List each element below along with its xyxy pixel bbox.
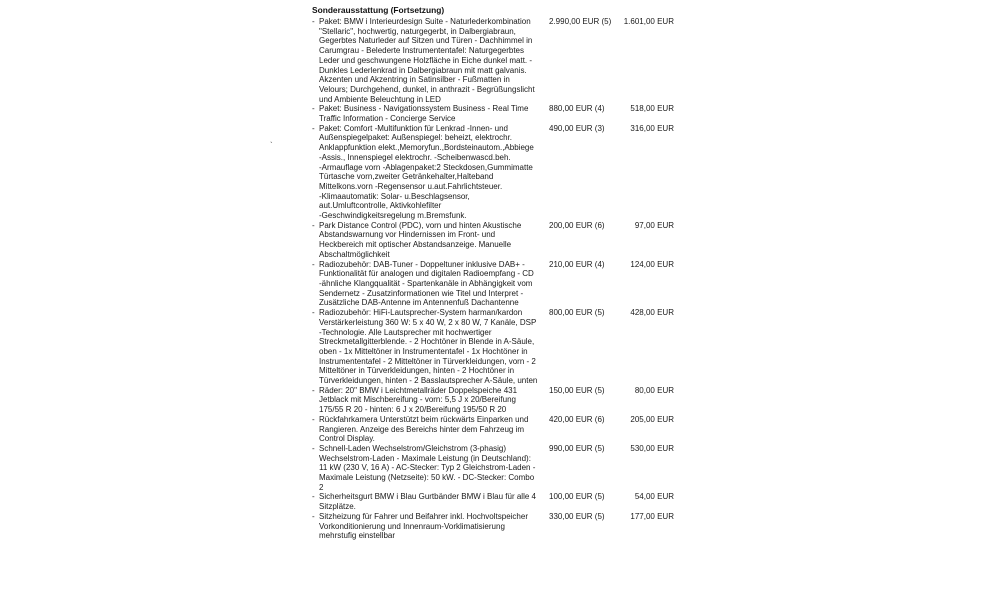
stray-mark: `	[270, 141, 273, 150]
equipment-row-interieurdesign	[312, 17, 682, 104]
row-bullet: -	[312, 511, 315, 521]
row-price: 100,00 EUR (5)	[549, 492, 605, 502]
row-bullet: -	[312, 220, 315, 230]
row-bullet: -	[312, 308, 315, 318]
row-price: 150,00 EUR (5)	[549, 385, 605, 395]
row-net-price: 518,00 EUR	[630, 104, 674, 114]
section-heading: Sonderausstattung (Fortsetzung)	[312, 5, 445, 15]
row-price: 880,00 EUR (4)	[549, 104, 605, 114]
row-bullet: -	[312, 414, 315, 424]
row-net-price: 177,00 EUR	[630, 511, 674, 521]
row-description: Radiozubehör: DAB-Tuner - Doppeltuner inklusive DAB+ - Funktionalität für analogen und digitalen Radioempfang - CD -ähnliche Klangqualität - Spartenkanäle in Abhängigkeit vom Sendernetz - Zusatzinformationen wie Titel und Interpret - Zusätzliche DAB-Antenne im Antennenfuß Dachantenne	[319, 259, 534, 308]
row-price: 800,00 EUR (5)	[549, 308, 605, 318]
document-page	[312, 5, 682, 541]
row-net-price: 124,00 EUR	[630, 259, 674, 269]
row-description: Paket: Comfort -Multifunktion für Lenkrad -Innen- und Außenspiegelpaket: Außenspiegel: beheizt, elektrochr. Anklappfunktion elekt.,Memoryfun.,Bordsteinautom.,Abbiege -Assis., Innenspiegel elektrochr. -Scheibenwascd.beh. -Armauflage vorn -Ablagenpaket:2 Steckdosen,Gummimatte Türtasche vorn,zweiter Getränkehalter,Halteband Mittelkons.vorn -Regensensor u.aut.Fahrlichtsteuer. -Klimaautomatik: Solar- u.Beschlagsensor, aut.Umluftcontrolle, Aktivkohlefilter -Geschwindigkeitsregelung m.Bremsfunk.	[319, 123, 534, 221]
row-net-price: 1.601,00 EUR	[623, 17, 674, 26]
row-price: 490,00 EUR (3)	[549, 123, 605, 133]
row-price: 2.990,00 EUR (5)	[549, 17, 612, 26]
row-price: 990,00 EUR (5)	[549, 443, 605, 453]
row-net-price: 80,00 EUR	[634, 385, 674, 395]
equipment-row-business	[312, 104, 682, 123]
row-net-price: 428,00 EUR	[630, 308, 674, 318]
equipment-row-rear-camera	[312, 415, 682, 444]
row-bullet: -	[312, 259, 315, 269]
row-description: Schnell-Laden Wechselstrom/Gleichstrom (3-phasig) Wechselstrom-Laden - Maximale Leistung (in Deutschland): 11 kW (230 V, 16 A) - AC-Stecker: Typ 2 Gleichstrom-Laden - Maximale Leistung (Netzseite): 50 kW. - DC-Stecker: Combo 2	[319, 443, 536, 492]
row-net-price: 54,00 EUR	[634, 492, 674, 502]
row-description: Rückfahrkamera Unterstützt beim rückwärts Einparken und Rangieren. Anzeige des Bereichs hinter dem Fahrzeug im Control Display.	[319, 414, 529, 444]
row-bullet: -	[312, 123, 315, 133]
row-net-price: 316,00 EUR	[630, 123, 674, 133]
row-price: 420,00 EUR (6)	[549, 414, 605, 424]
row-price: 330,00 EUR (5)	[549, 511, 605, 521]
row-description: Sicherheitsgurt BMW i Blau Gurtbänder BMW i Blau für alle 4 Sitzplätze.	[319, 492, 536, 512]
equipment-row-seatbelt	[312, 492, 682, 511]
row-bullet: -	[312, 443, 315, 453]
row-description: Park Distance Control (PDC), vorn und hinten Akustische Abstandswarnung vor Hindernissen im Front- und Heckbereich mit optischer Abstandsanzeige. Manuelle Abschaltmöglichkeit	[319, 220, 522, 259]
row-price: 210,00 EUR (4)	[549, 259, 605, 269]
equipment-row-dab-tuner	[312, 260, 682, 309]
row-bullet: -	[312, 385, 315, 395]
row-price: 200,00 EUR (6)	[549, 220, 605, 230]
row-bullet: -	[312, 104, 315, 114]
row-bullet: -	[312, 17, 315, 26]
equipment-row-fast-charging	[312, 444, 682, 493]
equipment-row-seat-heating	[312, 512, 682, 541]
equipment-row-hifi	[312, 308, 682, 386]
row-description: Räder: 20" BMW i Leichtmetallräder Doppelspeiche 431 Jetblack mit Mischbereifung - vorn: 5,5 J x 20/Bereifung 175/55 R 20 - hinten: 6 J x 20/Bereifung 195/50 R 20	[319, 385, 518, 415]
equipment-row-pdc	[312, 221, 682, 260]
row-description: Paket: BMW i Interieurdesign Suite - Naturlederkombination "Stellaric", hochwertig, naturgegerbt, in Dalbergiabraun, Gegerbtes Naturleder auf Sitzen und Türen - Dachhimmel in Carumgrau - Belederte Instrumententafel: Naturgegerbtes Leder und geschwungene Holzfläche in Eiche dunkel matt. - Dunkles Lederlenkrad in Dalbergiabraun mit matt galvanis. Akzenten und Akzentring in Satinsilber - Fußmatten in Velours; Durchgehend, dunkel, in anthrazit - Begrüßungslicht und Ambiente Beleuchtung in LED	[319, 17, 535, 104]
row-net-price: 205,00 EUR	[630, 414, 674, 424]
equipment-row-comfort	[312, 124, 682, 221]
row-net-price: 97,00 EUR	[634, 220, 674, 230]
row-description: Paket: Business - Navigationssystem Business - Real Time Traffic Information - Concierge Service	[319, 104, 529, 124]
row-description: Radiozubehör: HiFi-Lautsprecher-System harman/kardon Verstärkerleistung 360 W: 5 x 40 W, 2 x 80 W, 7 Kanäle, DSP -Technologie. Alle Lautsprecher mit hochwertiger Streckmetallgitterblende. - 2 Hochtöner in Blende in A-Säule, oben - 1x Mitteltöner in Instrumententafel - 1x Hochtöner in Instrumententafel - 2 Mitteltöner in Türverkleidungen, vorn - 2 Mitteltöner in Türverkleidungen, hinten - 2 Hochtöner in Türverkleidungen, hinten - 2 Basslautsprecher A-Säule, unten	[319, 308, 538, 386]
row-description: Sitzheizung für Fahrer und Beifahrer inkl. Hochvoltspeicher Vorkonditionierung und Innenraum-Vorklimatisierung mehrstufig einstellbar	[319, 511, 528, 541]
row-net-price: 530,00 EUR	[630, 443, 674, 453]
equipment-row-wheels	[312, 386, 682, 415]
row-bullet: -	[312, 492, 315, 502]
